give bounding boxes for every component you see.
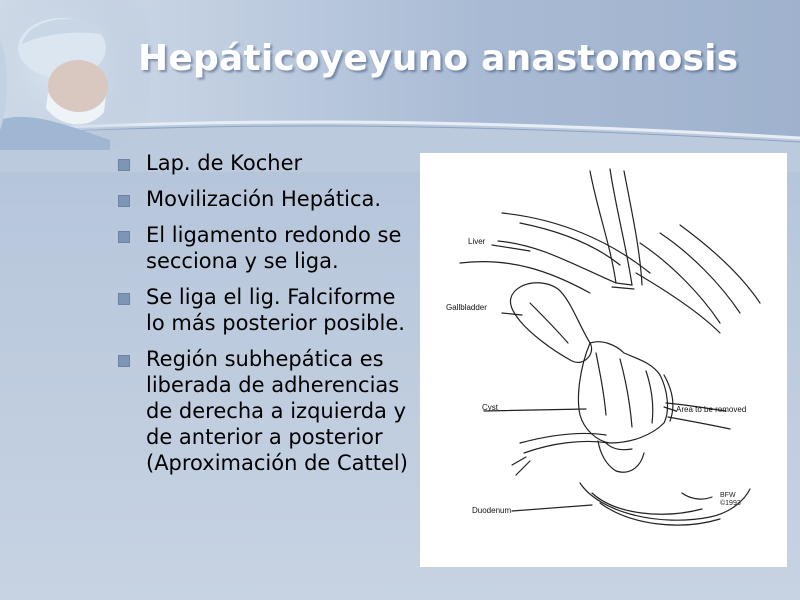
bullet-item bbox=[118, 284, 418, 336]
bullet-marker-icon bbox=[118, 195, 130, 207]
duodenum-label: Duodenum bbox=[472, 506, 512, 515]
bullet-text: Lap. de Kocher bbox=[146, 151, 303, 175]
slide-title: Hepáticoyeyuno anastomosis bbox=[138, 38, 739, 79]
svg-text:©1993: ©1993 bbox=[720, 500, 741, 507]
gallbladder-label: Gallbladder bbox=[446, 303, 487, 312]
area-to-be-removed-label: Area to be removed bbox=[676, 405, 747, 414]
liver-label: Liver bbox=[468, 237, 486, 246]
bullet-list bbox=[118, 150, 418, 486]
bullet-item bbox=[118, 186, 418, 212]
cyst-label: Cyst bbox=[482, 403, 498, 412]
surgical-illustration bbox=[420, 153, 787, 567]
svg-text:BFW: BFW bbox=[720, 492, 736, 499]
bullet-text: Se liga el lig. Falciforme lo más posterior posible. bbox=[146, 285, 405, 335]
bullet-marker-icon bbox=[118, 159, 130, 171]
bullet-item bbox=[118, 150, 418, 176]
bullet-text: Región subhepática es liberada de adherencias de derecha a izquierda y de anterior a posterior (Aproximación de Cattel) bbox=[146, 347, 408, 475]
bullet-item bbox=[118, 222, 418, 274]
bullet-text: Movilización Hepática. bbox=[146, 187, 382, 211]
surgeon-photo bbox=[0, 0, 150, 150]
artist-signature bbox=[720, 492, 741, 507]
bullet-marker-icon bbox=[118, 293, 130, 305]
bullet-marker-icon bbox=[118, 355, 130, 367]
bullet-item bbox=[118, 346, 418, 476]
bullet-text: El ligamento redondo se secciona y se liga. bbox=[146, 223, 402, 273]
anatomy-drawing bbox=[420, 153, 787, 567]
bullet-marker-icon bbox=[118, 231, 130, 243]
